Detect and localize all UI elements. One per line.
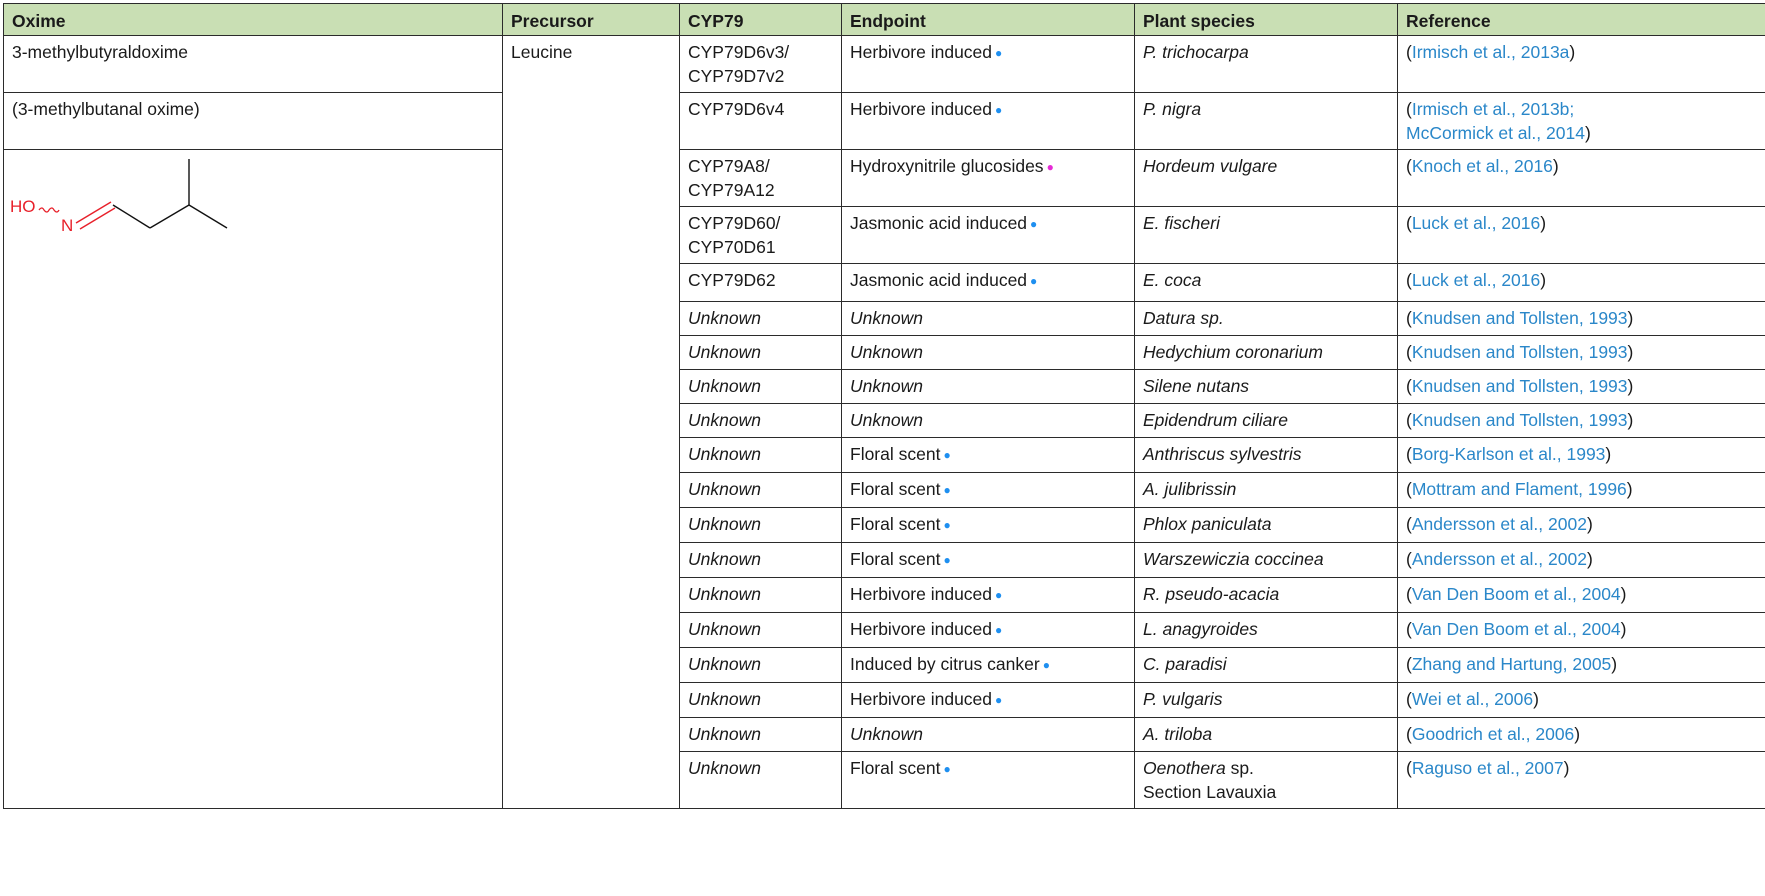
endpoint-cell	[842, 543, 1135, 578]
species-section: Section Lavauxia	[1143, 782, 1277, 802]
endpoint-cell	[842, 613, 1135, 648]
cyp79-cell	[680, 613, 842, 648]
plant-species-cell	[1135, 683, 1398, 718]
cyp79-line: Unknown	[688, 479, 761, 499]
reference-open-paren: (	[1406, 376, 1412, 396]
endpoint-text: Unknown	[850, 342, 923, 362]
reference-close-paren: )	[1563, 758, 1570, 778]
cyp79-line: CYP79A12	[688, 180, 775, 200]
table-row	[4, 93, 1765, 150]
species-name: Epidendrum ciliare	[1143, 410, 1288, 430]
reference-cell	[1398, 150, 1765, 207]
reference-close-paren: )	[1605, 444, 1612, 464]
cyp79-line: Unknown	[688, 724, 761, 744]
blue-dot-icon: ●	[1042, 658, 1050, 672]
endpoint-cell	[842, 302, 1135, 336]
blue-dot-icon: ●	[943, 553, 951, 567]
plant-species-cell	[1135, 752, 1398, 809]
reference-link[interactable]: Andersson et al., 2002	[1411, 549, 1587, 569]
species-name: C. paradisi	[1143, 654, 1227, 674]
reference-link[interactable]: Borg-Karlson et al., 1993	[1411, 444, 1606, 464]
species-suffix: sp.	[1225, 758, 1254, 778]
plant-species-cell	[1135, 36, 1398, 93]
reference-open-paren: (	[1406, 654, 1412, 674]
reference-close-paren: )	[1540, 213, 1547, 233]
reference-link[interactable]: Knudsen and Tollsten, 1993	[1411, 376, 1628, 396]
plant-species-cell	[1135, 648, 1398, 683]
chemical-structure	[8, 154, 248, 244]
endpoint-cell	[842, 150, 1135, 207]
endpoint-cell	[842, 683, 1135, 718]
cyp79-line: CYP79A8/	[688, 156, 770, 176]
plant-species-cell	[1135, 336, 1398, 370]
reference-close-paren: )	[1627, 342, 1634, 362]
species-name: Anthriscus sylvestris	[1143, 444, 1302, 464]
species-name: Phlox paniculata	[1143, 514, 1272, 534]
blue-dot-icon: ●	[1030, 217, 1038, 231]
endpoint-text: Unknown	[850, 724, 923, 744]
cyp79-cell	[680, 302, 842, 336]
reference-cell	[1398, 336, 1765, 370]
cyp79-line: CYP79D6v4	[688, 99, 785, 119]
blue-dot-icon: ●	[943, 448, 951, 462]
reference-cell	[1398, 683, 1765, 718]
bond-c1	[113, 205, 150, 228]
species-name: A. julibrissin	[1143, 479, 1237, 499]
species-name: Hordeum vulgare	[1143, 156, 1278, 176]
plant-species-cell	[1135, 404, 1398, 438]
reference-link[interactable]: Van Den Boom et al., 2004	[1411, 619, 1621, 639]
cyp79-line: Unknown	[688, 342, 761, 362]
cyp79-cell	[680, 404, 842, 438]
endpoint-cell	[842, 473, 1135, 508]
plant-species-cell	[1135, 264, 1398, 302]
reference-cell	[1398, 207, 1765, 264]
bond-c4	[189, 205, 227, 228]
cyp79-cell	[680, 93, 842, 150]
species-name: Oenothera	[1143, 758, 1226, 778]
table-row	[4, 150, 1765, 207]
endpoint-cell	[842, 578, 1135, 613]
endpoint-cell	[842, 370, 1135, 404]
species-name: P. nigra	[1143, 99, 1202, 119]
cyp79-cell	[680, 543, 842, 578]
species-name: A. triloba	[1143, 724, 1213, 744]
header-precursor: Precursor	[503, 4, 680, 36]
cyp79-line: Unknown	[688, 444, 761, 464]
reference-cell	[1398, 438, 1765, 473]
endpoint-cell	[842, 207, 1135, 264]
reference-cell	[1398, 93, 1765, 150]
plant-species-cell	[1135, 718, 1398, 752]
reference-open-paren: (	[1406, 758, 1412, 778]
reference-close-paren: )	[1620, 619, 1627, 639]
endpoint-cell	[842, 264, 1135, 302]
endpoint-text: Floral scent	[850, 479, 941, 499]
endpoint-text: Herbivore induced	[850, 42, 993, 62]
header-plant-species: Plant species	[1135, 4, 1398, 36]
species-name: E. fischeri	[1143, 213, 1220, 233]
reference-close-paren: )	[1574, 724, 1581, 744]
reference-open-paren: (	[1406, 342, 1412, 362]
cyp79-cell	[680, 438, 842, 473]
cyp79-cell	[680, 683, 842, 718]
blue-dot-icon: ●	[995, 693, 1003, 707]
endpoint-text: Floral scent	[850, 514, 941, 534]
reference-close-paren: )	[1533, 689, 1539, 709]
plant-species-cell	[1135, 370, 1398, 404]
endpoint-cell	[842, 718, 1135, 752]
reference-link[interactable]: Luck et al., 2016	[1411, 213, 1541, 233]
structure-ho-label: HO	[10, 197, 36, 216]
cyp79-line: Unknown	[688, 308, 761, 328]
cyp79-line: Unknown	[688, 549, 761, 569]
oxime-table	[3, 3, 1765, 809]
endpoint-text: Induced by citrus canker	[850, 654, 1040, 674]
cyp79-line: Unknown	[688, 758, 761, 778]
endpoint-text: Floral scent	[850, 444, 941, 464]
endpoint-cell	[842, 438, 1135, 473]
species-name: Datura sp.	[1143, 308, 1224, 328]
plant-species-cell	[1135, 438, 1398, 473]
reference-close-paren: )	[1627, 410, 1634, 430]
reference-cell	[1398, 508, 1765, 543]
endpoint-cell	[842, 752, 1135, 809]
cyp79-cell	[680, 264, 842, 302]
blue-dot-icon: ●	[995, 588, 1003, 602]
cyp79-line: Unknown	[688, 584, 761, 604]
cyp79-line: CYP79D60/	[688, 213, 781, 233]
cyp79-cell	[680, 648, 842, 683]
reference-link[interactable]: Knudsen and Tollsten, 1993	[1411, 308, 1628, 328]
blue-dot-icon: ●	[943, 483, 951, 497]
reference-close-paren: )	[1627, 376, 1634, 396]
cyp79-line: Unknown	[688, 619, 761, 639]
reference-open-paren: (	[1406, 689, 1412, 709]
plant-species-cell	[1135, 578, 1398, 613]
plant-species-cell	[1135, 150, 1398, 207]
reference-close-paren: )	[1586, 514, 1593, 534]
endpoint-text: Jasmonic acid induced	[850, 270, 1028, 290]
species-name: Warszewiczia coccinea	[1143, 549, 1324, 569]
reference-cell	[1398, 613, 1765, 648]
reference-open-paren: (	[1406, 156, 1412, 176]
reference-link[interactable]: Andersson et al., 2002	[1411, 514, 1587, 534]
reference-open-paren: (	[1406, 213, 1412, 233]
reference-open-paren: (	[1406, 584, 1412, 604]
precursor-cell: Leucine	[503, 36, 680, 809]
reference-link[interactable]: Knudsen and Tollsten, 1993	[1411, 410, 1628, 430]
reference-close-paren: )	[1627, 308, 1634, 328]
endpoint-text: Herbivore induced	[850, 689, 993, 709]
endpoint-text: Floral scent	[850, 549, 941, 569]
reference-link[interactable]: Knudsen and Tollsten, 1993	[1411, 342, 1628, 362]
endpoint-cell	[842, 648, 1135, 683]
blue-dot-icon: ●	[995, 103, 1003, 117]
reference-link[interactable]: McCormick et al., 2014	[1406, 123, 1585, 143]
header-reference: Reference	[1398, 4, 1765, 36]
header-row	[4, 4, 1765, 36]
endpoint-text: Herbivore induced	[850, 619, 993, 639]
species-name: P. vulgaris	[1143, 689, 1223, 709]
reference-open-paren: (	[1406, 619, 1412, 639]
endpoint-text: Hydroxynitrile glucosides	[850, 156, 1044, 176]
reference-close-paren: )	[1552, 156, 1559, 176]
oxime-name-cell: 3-methylbutyraldoxime	[4, 36, 503, 93]
reference-link[interactable]: Goodrich et al., 2006	[1411, 724, 1575, 744]
endpoint-text: Jasmonic acid induced	[850, 213, 1028, 233]
reference-link[interactable]: Irmisch et al., 2013a	[1411, 42, 1570, 62]
plant-species-cell	[1135, 207, 1398, 264]
reference-link[interactable]: Raguso et al., 2007	[1411, 758, 1564, 778]
reference-cell	[1398, 404, 1765, 438]
cyp79-cell	[680, 336, 842, 370]
reference-link[interactable]: Irmisch et al., 2013b;	[1411, 99, 1575, 119]
oxime-structure-cell	[4, 150, 503, 809]
reference-cell	[1398, 264, 1765, 302]
reference-close-paren: )	[1569, 42, 1576, 62]
reference-cell	[1398, 302, 1765, 336]
endpoint-cell	[842, 93, 1135, 150]
blue-dot-icon: ●	[995, 623, 1003, 637]
species-name: Hedychium coronarium	[1143, 342, 1323, 362]
double-bond-b	[80, 208, 115, 229]
species-name: Silene nutans	[1143, 376, 1250, 396]
reference-close-paren: )	[1620, 584, 1627, 604]
header-cyp79: CYP79	[680, 4, 842, 36]
reference-link[interactable]: Zhang and Hartung, 2005	[1411, 654, 1612, 674]
reference-cell	[1398, 718, 1765, 752]
reference-cell	[1398, 648, 1765, 683]
reference-link[interactable]: Van Den Boom et al., 2004	[1411, 584, 1621, 604]
cyp79-cell	[680, 718, 842, 752]
reference-cell	[1398, 36, 1765, 93]
double-bond-a	[76, 202, 111, 223]
endpoint-cell	[842, 508, 1135, 543]
cyp79-line: CYP70D61	[688, 237, 776, 257]
blue-dot-icon: ●	[943, 762, 951, 776]
endpoint-cell	[842, 336, 1135, 370]
structure-n-label: N	[61, 216, 74, 235]
cyp79-cell	[680, 752, 842, 809]
reference-open-paren: (	[1406, 410, 1412, 430]
reference-close-paren: )	[1586, 549, 1593, 569]
endpoint-cell	[842, 36, 1135, 93]
reference-cell	[1398, 578, 1765, 613]
reference-cell	[1398, 543, 1765, 578]
cyp79-cell	[680, 578, 842, 613]
endpoint-text: Unknown	[850, 410, 923, 430]
cyp79-cell	[680, 473, 842, 508]
header-endpoint: Endpoint	[842, 4, 1135, 36]
cyp79-line: Unknown	[688, 410, 761, 430]
reference-close-paren: )	[1611, 654, 1618, 674]
endpoint-text: Herbivore induced	[850, 584, 993, 604]
cyp79-cell	[680, 36, 842, 93]
table-row	[4, 36, 1765, 93]
endpoint-text: Unknown	[850, 376, 923, 396]
reference-link[interactable]: Knoch et al., 2016	[1411, 156, 1553, 176]
cyp79-cell	[680, 150, 842, 207]
oxime-alt-name-cell: (3-methylbutanal oxime)	[4, 93, 503, 150]
species-name: P. trichocarpa	[1143, 42, 1249, 62]
plant-species-cell	[1135, 613, 1398, 648]
plant-species-cell	[1135, 93, 1398, 150]
reference-link[interactable]: Luck et al., 2016	[1411, 270, 1541, 290]
reference-open-paren: (	[1406, 444, 1412, 464]
cyp79-line: Unknown	[688, 654, 761, 674]
endpoint-cell	[842, 404, 1135, 438]
reference-open-paren: (	[1406, 549, 1412, 569]
reference-open-paren: (	[1406, 42, 1412, 62]
reference-link[interactable]: Mottram and Flament, 1996	[1411, 479, 1627, 499]
cyp79-line: Unknown	[688, 689, 761, 709]
plant-species-cell	[1135, 543, 1398, 578]
reference-close-paren: )	[1540, 270, 1547, 290]
reference-open-paren: (	[1406, 308, 1412, 328]
plant-species-cell	[1135, 508, 1398, 543]
cyp79-cell	[680, 508, 842, 543]
cyp79-line: Unknown	[688, 514, 761, 534]
reference-open-paren: (	[1406, 514, 1412, 534]
plant-species-cell	[1135, 302, 1398, 336]
species-name: E. coca	[1143, 270, 1202, 290]
blue-dot-icon: ●	[1030, 274, 1038, 288]
header-oxime: Oxime	[4, 4, 503, 36]
species-name: R. pseudo-acacia	[1143, 584, 1280, 604]
cyp79-line: CYP79D62	[688, 270, 776, 290]
reference-open-paren: (	[1406, 270, 1412, 290]
endpoint-text: Unknown	[850, 308, 923, 328]
reference-close-paren: )	[1584, 123, 1591, 143]
cyp79-cell	[680, 207, 842, 264]
cyp79-line: CYP79D7v2	[688, 66, 785, 86]
reference-open-paren: (	[1406, 724, 1412, 744]
blue-dot-icon: ●	[995, 46, 1003, 60]
wavy-bond	[39, 208, 59, 212]
reference-cell	[1398, 752, 1765, 809]
species-name: L. anagyroides	[1143, 619, 1258, 639]
reference-close-paren: )	[1626, 479, 1633, 499]
reference-cell	[1398, 473, 1765, 508]
reference-cell	[1398, 370, 1765, 404]
plant-species-cell	[1135, 473, 1398, 508]
bond-c2	[150, 205, 189, 228]
cyp79-cell	[680, 370, 842, 404]
blue-dot-icon: ●	[943, 518, 951, 532]
endpoint-text: Herbivore induced	[850, 99, 993, 119]
reference-open-paren: (	[1406, 99, 1412, 119]
reference-link[interactable]: Wei et al., 2006	[1411, 689, 1534, 709]
cyp79-line: CYP79D6v3/	[688, 42, 790, 62]
endpoint-text: Floral scent	[850, 758, 941, 778]
cyp79-line: Unknown	[688, 376, 761, 396]
reference-open-paren: (	[1406, 479, 1412, 499]
pink-dot-icon: ●	[1046, 160, 1054, 174]
